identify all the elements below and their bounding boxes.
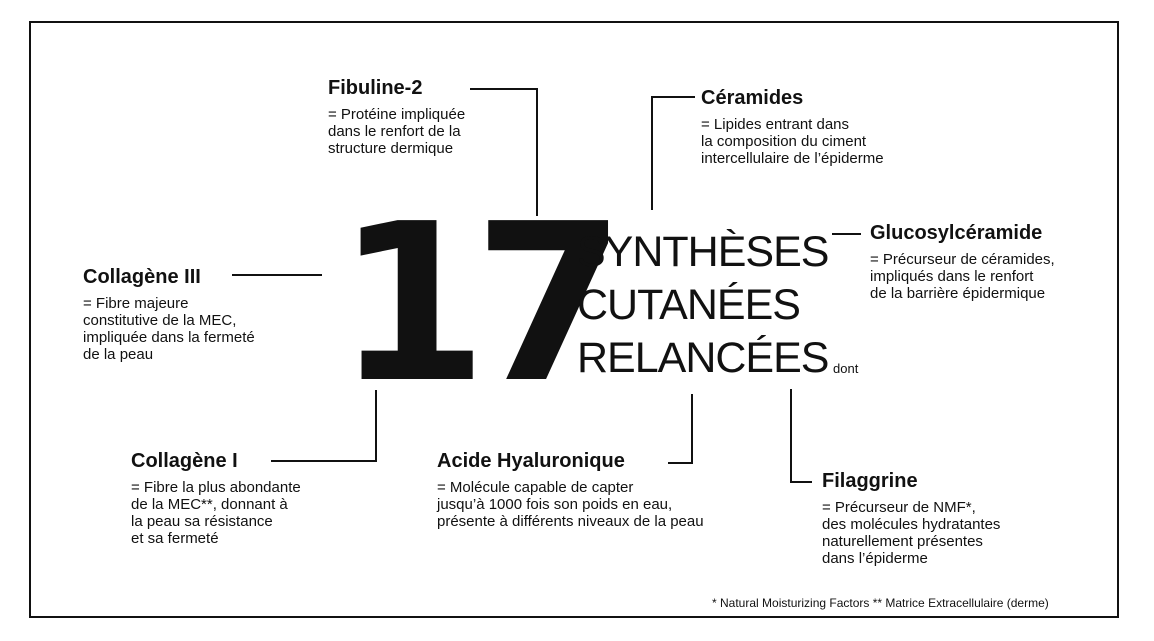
connector-ceramides	[652, 97, 695, 210]
connector-filaggrine	[791, 389, 812, 482]
item-hyaluronique	[437, 449, 704, 530]
big-number: 17	[336, 178, 612, 431]
headline-line-1: SYNTHÈSES	[577, 228, 829, 276]
item-title: Filaggrine	[822, 470, 918, 492]
item-description: = Précurseur de NMF*, des molécules hydratantes naturellement présentes dans l’épiderme	[822, 499, 1001, 567]
item-title: Glucosylcéramide	[870, 222, 1043, 244]
item-glucosylceramide	[870, 221, 1055, 302]
headline	[577, 226, 828, 385]
item-title: Céramides	[701, 87, 804, 109]
item-title: Collagène I	[131, 450, 238, 472]
item-description: = Molécule capable de capter jusqu’à 1000 fois son poids en eau, présente à différents niveaux de la peau	[437, 479, 704, 530]
item-description: = Précurseur de céramides, impliqués dans le renfort de la barrière épidermique	[870, 251, 1055, 302]
item-description: = Fibre la plus abondante de la MEC**, donnant à la peau sa résistance et sa fermeté	[131, 479, 301, 547]
item-description: = Lipides entrant dans la composition du ciment intercellulaire de l’épiderme	[701, 116, 884, 167]
headline-line-3: RELANCÉES	[577, 334, 829, 382]
headline-line-2: CUTANÉES	[577, 281, 800, 329]
item-title: Acide Hyaluronique	[437, 450, 625, 472]
item-description: = Fibre majeure constitutive de la MEC, impliquée dans la fermeté de la peau	[83, 295, 255, 363]
item-collagene1	[131, 449, 301, 547]
item-collagene3	[83, 265, 255, 363]
item-ceramides	[701, 86, 884, 167]
item-description: = Protéine impliquée dans le renfort de la structure dermique	[328, 106, 466, 157]
headline-suffix: dont	[833, 361, 859, 376]
item-filaggrine	[822, 469, 1000, 567]
item-title: Fibuline-2	[328, 77, 423, 99]
item-fibuline	[328, 76, 465, 157]
item-title: Collagène III	[83, 266, 201, 288]
footnote: * Natural Moisturizing Factors ** Matrice Extracellulaire (derme)	[712, 596, 1049, 610]
